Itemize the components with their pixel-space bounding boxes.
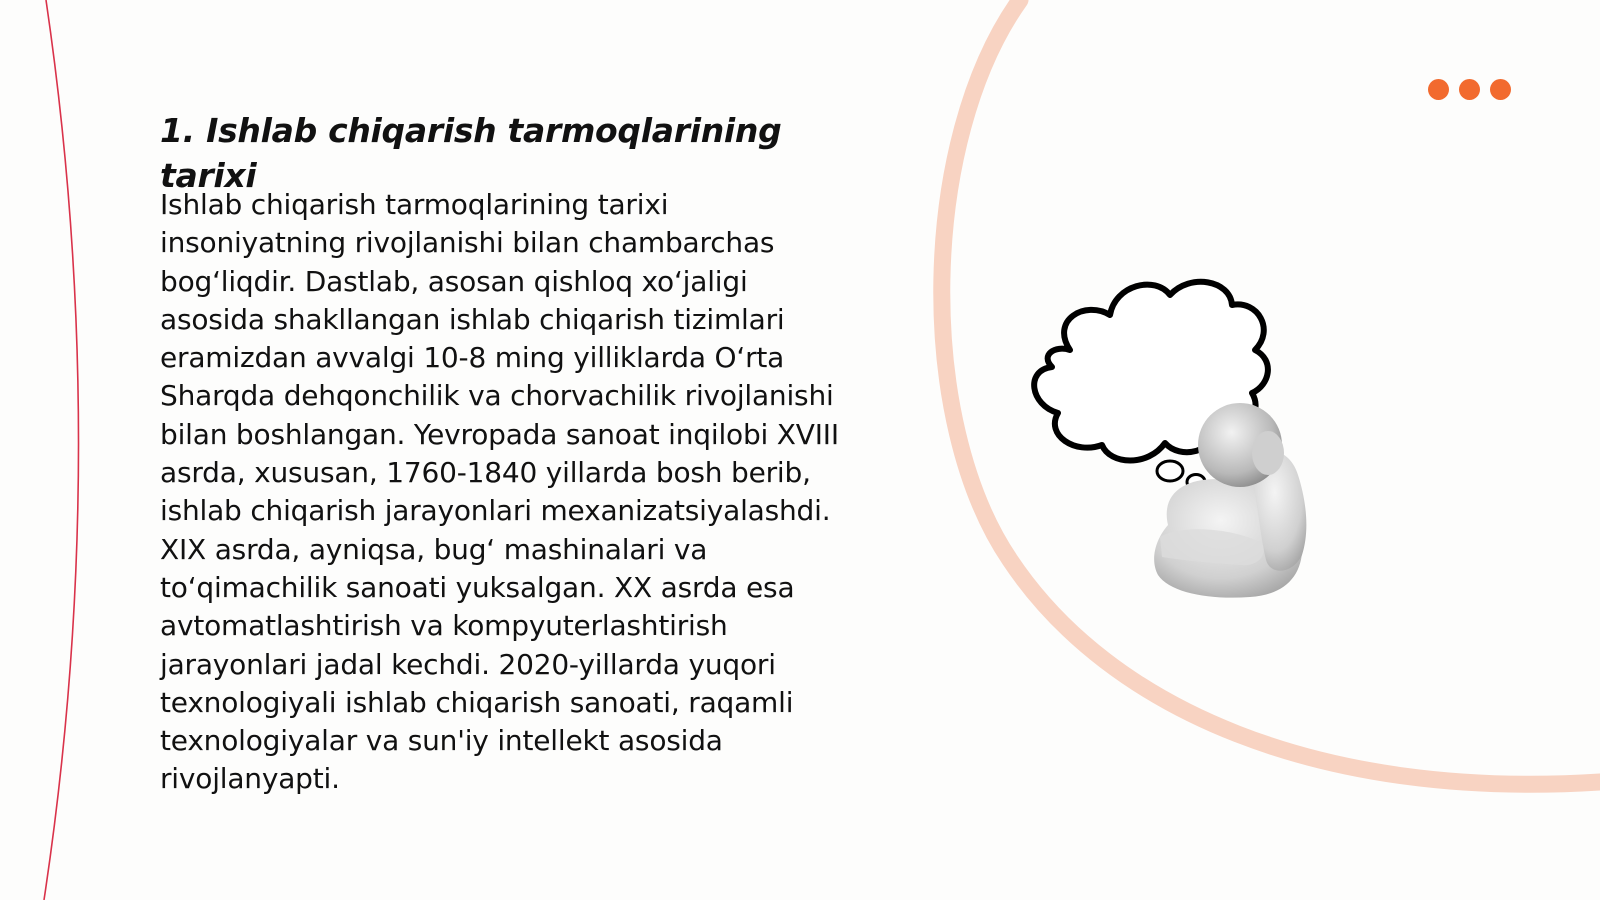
dot-3: [1490, 79, 1511, 100]
dot-1: [1428, 79, 1449, 100]
slide-title: 1. Ishlab chiqarish tarmoqlarining tarixi: [160, 111, 782, 195]
left-curve-line: [44, 0, 79, 900]
more-dots-icon: [1428, 79, 1511, 100]
dot-2: [1459, 79, 1480, 100]
slide-body-text: Ishlab chiqarish tarmoqlarining tarixi insoniyatning rivojlanishi bilan chambarchas bog‘liqdir. Dastlab, asosan qishloq xo‘jaligi asosida shakllangan ishlab chiqarish tizimlari eramizdan avvalgi 10-8 ming yilliklarda O‘rta Sharqda dehqonchilik va chorvachilik rivojlanishi bilan boshlangan. Yevropada sanoat inqilobi XVIII asrda, xususan, 1760-1840 yillarda bosh berib, ishlab chiqarish jarayonlari mexanizatsiyalashdi. XIX asrda, ayniqsa, bug‘ mashinalari va to‘qimachilik sanoati yuksalgan. XX asrda esa avtomatlashtirish va kompyuterlashtirish jarayonlari jadal kechdi. 2020-yillarda yuqori texnologiyali ishlab chiqarish sanoati, raqamli texnologiyalar va sun'iy intellekt asosida rivojlanyapti.: [160, 188, 839, 796]
thinking-person-icon: [1030, 275, 1350, 615]
